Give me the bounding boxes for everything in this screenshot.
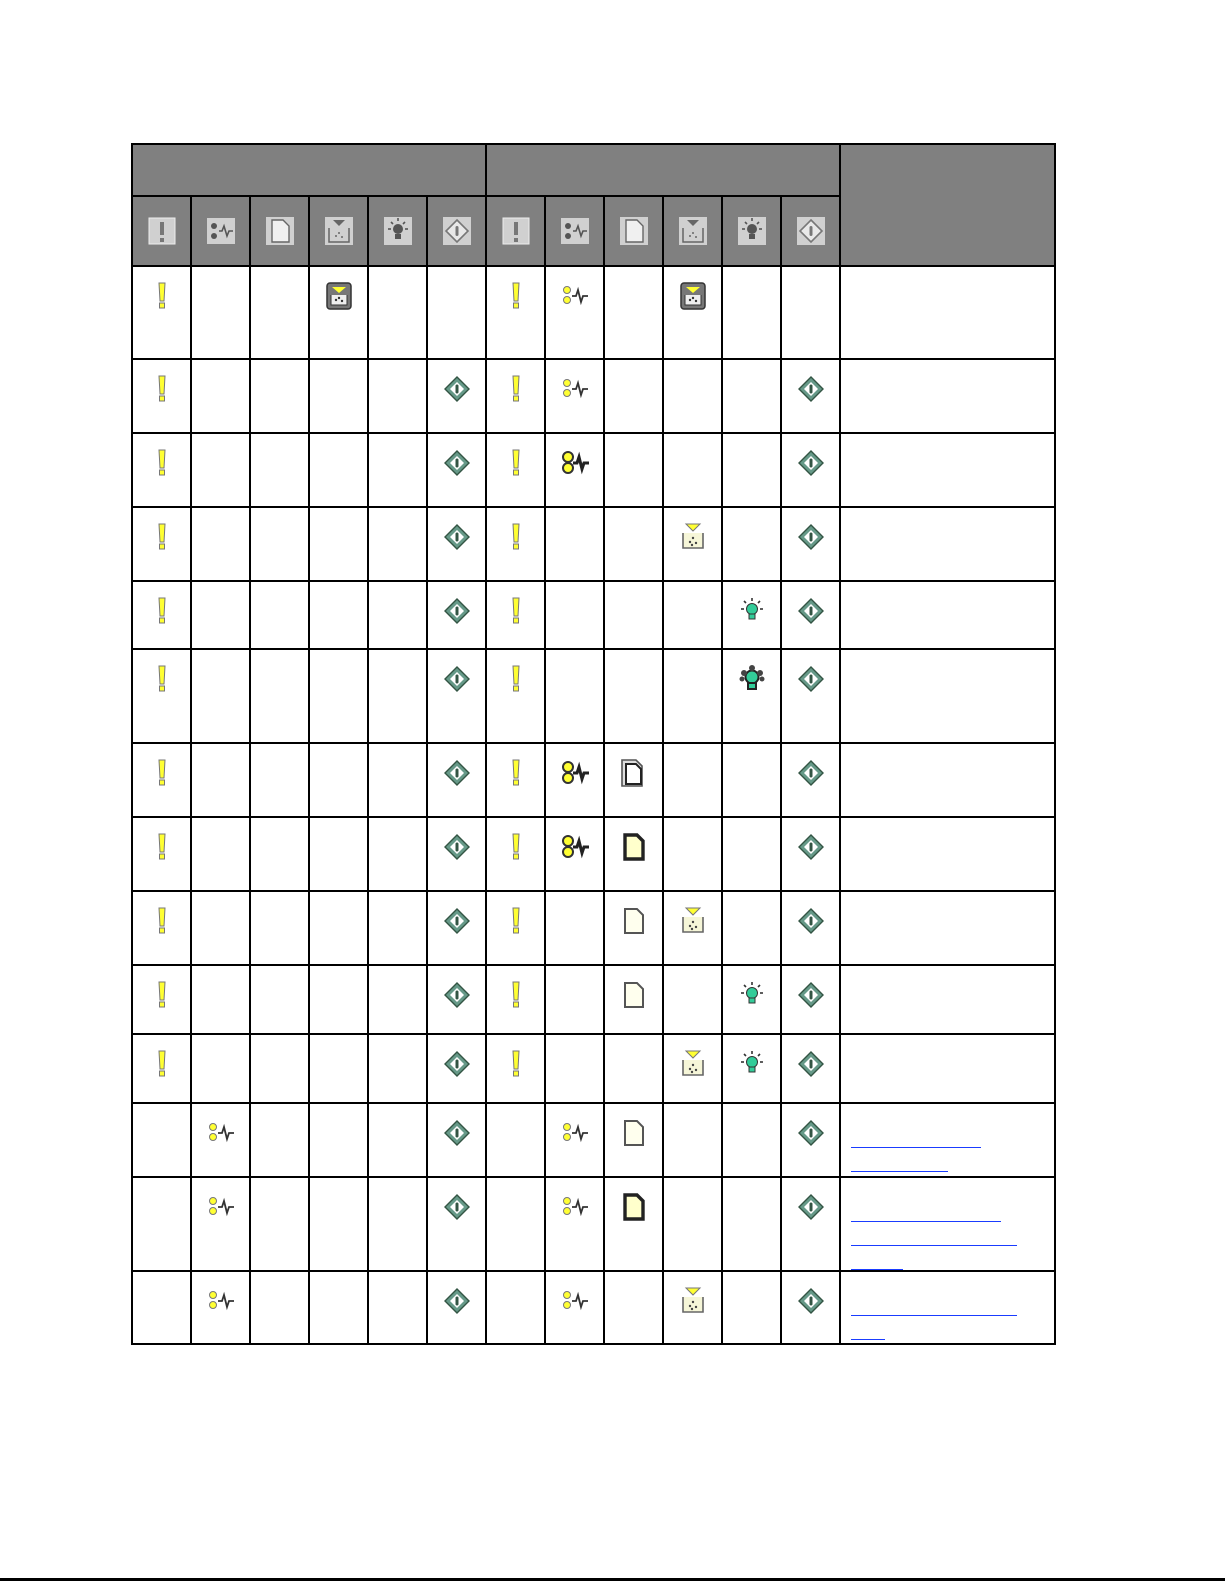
status-cell (191, 965, 250, 1034)
header-description (840, 144, 1055, 266)
status-cell (722, 507, 781, 581)
status-cell (486, 1034, 545, 1103)
toner-icon (678, 906, 708, 936)
status-cell (132, 581, 191, 649)
attention-icon (147, 596, 177, 626)
table-row (132, 433, 1055, 507)
start-icon (796, 980, 826, 1010)
fan-icon (560, 374, 590, 404)
fan-icon (206, 1118, 236, 1148)
start-icon (796, 1118, 826, 1148)
status-cell (191, 1177, 250, 1271)
status-cell (309, 1103, 368, 1177)
status-cell (427, 649, 486, 743)
status-cell (486, 1271, 545, 1344)
paper-error-icon (619, 832, 649, 862)
status-cell (604, 507, 663, 581)
attention-icon (147, 758, 177, 788)
status-cell (663, 1177, 722, 1271)
status-cell (368, 433, 427, 507)
status-cell (781, 581, 840, 649)
status-cell (781, 1034, 840, 1103)
status-cell (604, 817, 663, 891)
status-cell (427, 359, 486, 433)
attention-icon (501, 448, 531, 478)
status-cell (250, 1103, 309, 1177)
status-cell (722, 817, 781, 891)
status-cell (545, 743, 604, 817)
description-cell (840, 507, 1055, 581)
description-cell (840, 1103, 1055, 1177)
table-row (132, 817, 1055, 891)
status-cell (663, 1034, 722, 1103)
status-cell (486, 266, 545, 359)
fan-icon (206, 1192, 236, 1222)
status-cell (191, 891, 250, 965)
status-cell (250, 1034, 309, 1103)
attention-icon (501, 906, 531, 936)
status-cell (191, 743, 250, 817)
attention-icon (147, 448, 177, 478)
status-cell (309, 1034, 368, 1103)
status-cell (250, 507, 309, 581)
header-attention-icon (486, 196, 545, 266)
attention-icon (147, 374, 177, 404)
status-table (131, 143, 1056, 1345)
status-cell (486, 891, 545, 965)
status-cell (309, 649, 368, 743)
attention-icon (147, 1049, 177, 1079)
status-cell (427, 1271, 486, 1344)
status-cell (722, 965, 781, 1034)
status-cell (368, 649, 427, 743)
status-cell (722, 743, 781, 817)
status-cell (722, 1271, 781, 1344)
attention-icon (501, 281, 531, 311)
status-cell (486, 817, 545, 891)
start-icon (442, 596, 472, 626)
status-cell (250, 266, 309, 359)
description-cell (840, 1034, 1055, 1103)
toner-icon (678, 1049, 708, 1079)
status-cell (427, 891, 486, 965)
status-cell (427, 266, 486, 359)
fan-error-icon (560, 758, 590, 788)
status-cell (309, 817, 368, 891)
status-cell (427, 507, 486, 581)
status-cell (604, 266, 663, 359)
status-cell (368, 743, 427, 817)
attention-icon (501, 374, 531, 404)
status-cell (781, 743, 840, 817)
paper-icon (619, 906, 649, 936)
status-cell (545, 891, 604, 965)
table-row (132, 266, 1055, 359)
status-cell (191, 507, 250, 581)
attention-icon (147, 980, 177, 1010)
status-cell (427, 581, 486, 649)
start-icon (442, 522, 472, 552)
status-cell (722, 1103, 781, 1177)
start-icon (442, 1286, 472, 1316)
status-cell (486, 1103, 545, 1177)
start-icon (796, 664, 826, 694)
status-cell (722, 433, 781, 507)
attention-icon (501, 522, 531, 552)
status-cell (486, 743, 545, 817)
status-cell (781, 891, 840, 965)
status-cell (604, 1271, 663, 1344)
table-row (132, 1034, 1055, 1103)
status-cell (545, 965, 604, 1034)
status-cell (368, 1271, 427, 1344)
description-cell (840, 891, 1055, 965)
header-toner-icon (663, 196, 722, 266)
start-icon (442, 1049, 472, 1079)
status-cell (604, 1103, 663, 1177)
table-row (132, 507, 1055, 581)
status-cell (781, 1103, 840, 1177)
start-icon (796, 374, 826, 404)
start-icon (796, 832, 826, 862)
status-cell (781, 965, 840, 1034)
status-cell (191, 1103, 250, 1177)
status-cell (427, 965, 486, 1034)
status-cell (132, 1271, 191, 1344)
start-icon (442, 1118, 472, 1148)
start-icon (796, 596, 826, 626)
description-cell (840, 433, 1055, 507)
status-cell (250, 817, 309, 891)
description-cell (840, 1177, 1055, 1271)
status-cell (545, 1271, 604, 1344)
status-cell (781, 359, 840, 433)
status-cell (604, 359, 663, 433)
status-cell (604, 965, 663, 1034)
status-cell (604, 433, 663, 507)
status-cell (368, 266, 427, 359)
status-cell (663, 649, 722, 743)
header-paper-icon (604, 196, 663, 266)
start-icon (442, 832, 472, 862)
status-cell (132, 817, 191, 891)
status-cell (368, 1177, 427, 1271)
start-icon (796, 906, 826, 936)
header-group-b (486, 144, 840, 196)
status-cell (545, 266, 604, 359)
status-cell (250, 433, 309, 507)
status-cell (722, 1034, 781, 1103)
start-icon (442, 906, 472, 936)
status-cell (663, 817, 722, 891)
start-icon (796, 758, 826, 788)
toner-cartridge-icon (324, 281, 354, 311)
status-cell (663, 1271, 722, 1344)
header-group-a (132, 144, 486, 196)
status-cell (486, 965, 545, 1034)
status-cell (132, 743, 191, 817)
table-row (132, 581, 1055, 649)
status-cell (368, 1034, 427, 1103)
help-link[interactable] (851, 1198, 1001, 1222)
status-cell (191, 649, 250, 743)
table-row (132, 891, 1055, 965)
status-cell (191, 1271, 250, 1344)
start-icon (796, 448, 826, 478)
status-cell (132, 433, 191, 507)
status-cell (132, 359, 191, 433)
status-cell (309, 1177, 368, 1271)
status-cell (191, 817, 250, 891)
status-cell (781, 1271, 840, 1344)
status-cell (486, 359, 545, 433)
header-light-icon (368, 196, 427, 266)
status-cell (309, 266, 368, 359)
status-cell (368, 359, 427, 433)
attention-icon (147, 906, 177, 936)
status-cell (604, 581, 663, 649)
status-cell (663, 581, 722, 649)
header-start-icon (427, 196, 486, 266)
status-cell (427, 1177, 486, 1271)
table-row (132, 965, 1055, 1034)
status-cell (722, 649, 781, 743)
status-cell (250, 1271, 309, 1344)
status-cell (309, 581, 368, 649)
status-cell (368, 507, 427, 581)
paper-error-icon (619, 1192, 649, 1222)
status-cell (486, 433, 545, 507)
fan-error-icon (560, 448, 590, 478)
status-cell (250, 359, 309, 433)
status-cell (309, 743, 368, 817)
status-cell (663, 266, 722, 359)
status-cell (309, 507, 368, 581)
status-cell (663, 507, 722, 581)
help-link[interactable] (851, 1316, 885, 1340)
status-cell (132, 891, 191, 965)
page-bottom-rule (0, 1578, 1225, 1581)
light-icon (737, 596, 767, 626)
attention-icon (501, 596, 531, 626)
status-cell (132, 1103, 191, 1177)
status-cell (191, 581, 250, 649)
status-cell (132, 1034, 191, 1103)
table-row (132, 359, 1055, 433)
status-cell (368, 1103, 427, 1177)
table-row (132, 1103, 1055, 1177)
status-cell (486, 581, 545, 649)
table-row (132, 1177, 1055, 1271)
status-cell (486, 649, 545, 743)
status-cell (132, 965, 191, 1034)
status-cell (309, 1271, 368, 1344)
description-cell (840, 965, 1055, 1034)
status-cell (250, 581, 309, 649)
status-cell (250, 891, 309, 965)
start-icon (442, 448, 472, 478)
status-cell (722, 891, 781, 965)
status-cell (250, 649, 309, 743)
status-cell (368, 581, 427, 649)
attention-icon (147, 281, 177, 311)
status-cell (663, 965, 722, 1034)
header-start-icon (781, 196, 840, 266)
status-cell (427, 1103, 486, 1177)
status-cell (604, 891, 663, 965)
header-toner-icon (309, 196, 368, 266)
status-cell (781, 433, 840, 507)
status-cell (368, 817, 427, 891)
status-cell (132, 507, 191, 581)
fan-icon (560, 1286, 590, 1316)
status-cell (427, 817, 486, 891)
start-icon (442, 980, 472, 1010)
status-cell (250, 965, 309, 1034)
toner-icon (678, 522, 708, 552)
fan-icon (560, 281, 590, 311)
light-icon (737, 1049, 767, 1079)
header-paper-icon (250, 196, 309, 266)
help-link[interactable] (851, 1246, 903, 1270)
status-cell (781, 266, 840, 359)
status-cell (663, 433, 722, 507)
status-cell (309, 359, 368, 433)
help-link[interactable] (851, 1222, 1017, 1246)
help-link[interactable] (851, 1292, 1017, 1316)
start-icon (442, 664, 472, 694)
status-cell (604, 649, 663, 743)
paper-jam-icon (619, 758, 649, 788)
fan-icon (560, 1192, 590, 1222)
description-cell (840, 649, 1055, 743)
fan-icon (206, 1286, 236, 1316)
status-cell (722, 581, 781, 649)
status-cell (427, 743, 486, 817)
status-cell (781, 649, 840, 743)
table-row (132, 743, 1055, 817)
status-cell (309, 433, 368, 507)
start-icon (796, 1049, 826, 1079)
status-cell (191, 266, 250, 359)
status-cell (309, 891, 368, 965)
table-row (132, 1271, 1055, 1344)
help-link[interactable] (851, 1124, 981, 1148)
status-cell (250, 743, 309, 817)
status-cell (486, 1177, 545, 1271)
header-light-icon (722, 196, 781, 266)
start-icon (796, 522, 826, 552)
toner-icon (678, 1286, 708, 1316)
status-cell (722, 266, 781, 359)
status-cell (545, 1177, 604, 1271)
status-cell (545, 581, 604, 649)
status-cell (368, 891, 427, 965)
start-icon (442, 1192, 472, 1222)
attention-icon (501, 980, 531, 1010)
start-icon (796, 1286, 826, 1316)
status-cell (309, 965, 368, 1034)
light-icon (737, 980, 767, 1010)
status-cell (663, 1103, 722, 1177)
status-cell (191, 359, 250, 433)
attention-icon (501, 832, 531, 862)
fan-error-icon (560, 832, 590, 862)
light-error-icon (737, 664, 767, 694)
attention-icon (147, 522, 177, 552)
status-cell (604, 743, 663, 817)
attention-icon (147, 664, 177, 694)
status-cell (191, 1034, 250, 1103)
status-cell (191, 433, 250, 507)
paper-icon (619, 1118, 649, 1148)
description-cell (840, 581, 1055, 649)
status-cell (545, 433, 604, 507)
start-icon (442, 374, 472, 404)
attention-icon (147, 832, 177, 862)
status-cell (132, 649, 191, 743)
fan-icon (560, 1118, 590, 1148)
toner-cartridge-icon (678, 281, 708, 311)
description-cell (840, 359, 1055, 433)
description-cell (840, 266, 1055, 359)
status-cell (545, 359, 604, 433)
attention-icon (501, 1049, 531, 1079)
description-cell (840, 743, 1055, 817)
attention-icon (501, 664, 531, 694)
status-cell (663, 359, 722, 433)
status-cell (781, 507, 840, 581)
status-cell (545, 1103, 604, 1177)
header-fan-icon (191, 196, 250, 266)
status-cell (132, 266, 191, 359)
description-cell (840, 817, 1055, 891)
status-cell (722, 1177, 781, 1271)
attention-icon (501, 758, 531, 788)
status-cell (604, 1034, 663, 1103)
status-cell (250, 1177, 309, 1271)
paper-icon (619, 980, 649, 1010)
start-icon (796, 1192, 826, 1222)
status-cell (486, 507, 545, 581)
status-cell (132, 1177, 191, 1271)
status-cell (663, 891, 722, 965)
status-cell (781, 1177, 840, 1271)
status-cell (604, 1177, 663, 1271)
status-cell (545, 817, 604, 891)
table-row (132, 649, 1055, 743)
status-cell (663, 743, 722, 817)
header-attention-icon (132, 196, 191, 266)
description-cell (840, 1271, 1055, 1344)
status-cell (427, 433, 486, 507)
status-cell (781, 817, 840, 891)
status-cell (722, 359, 781, 433)
header-fan-icon (545, 196, 604, 266)
status-cell (368, 965, 427, 1034)
help-link[interactable] (851, 1148, 948, 1172)
status-cell (545, 1034, 604, 1103)
status-cell (427, 1034, 486, 1103)
start-icon (442, 758, 472, 788)
status-cell (545, 649, 604, 743)
status-cell (545, 507, 604, 581)
